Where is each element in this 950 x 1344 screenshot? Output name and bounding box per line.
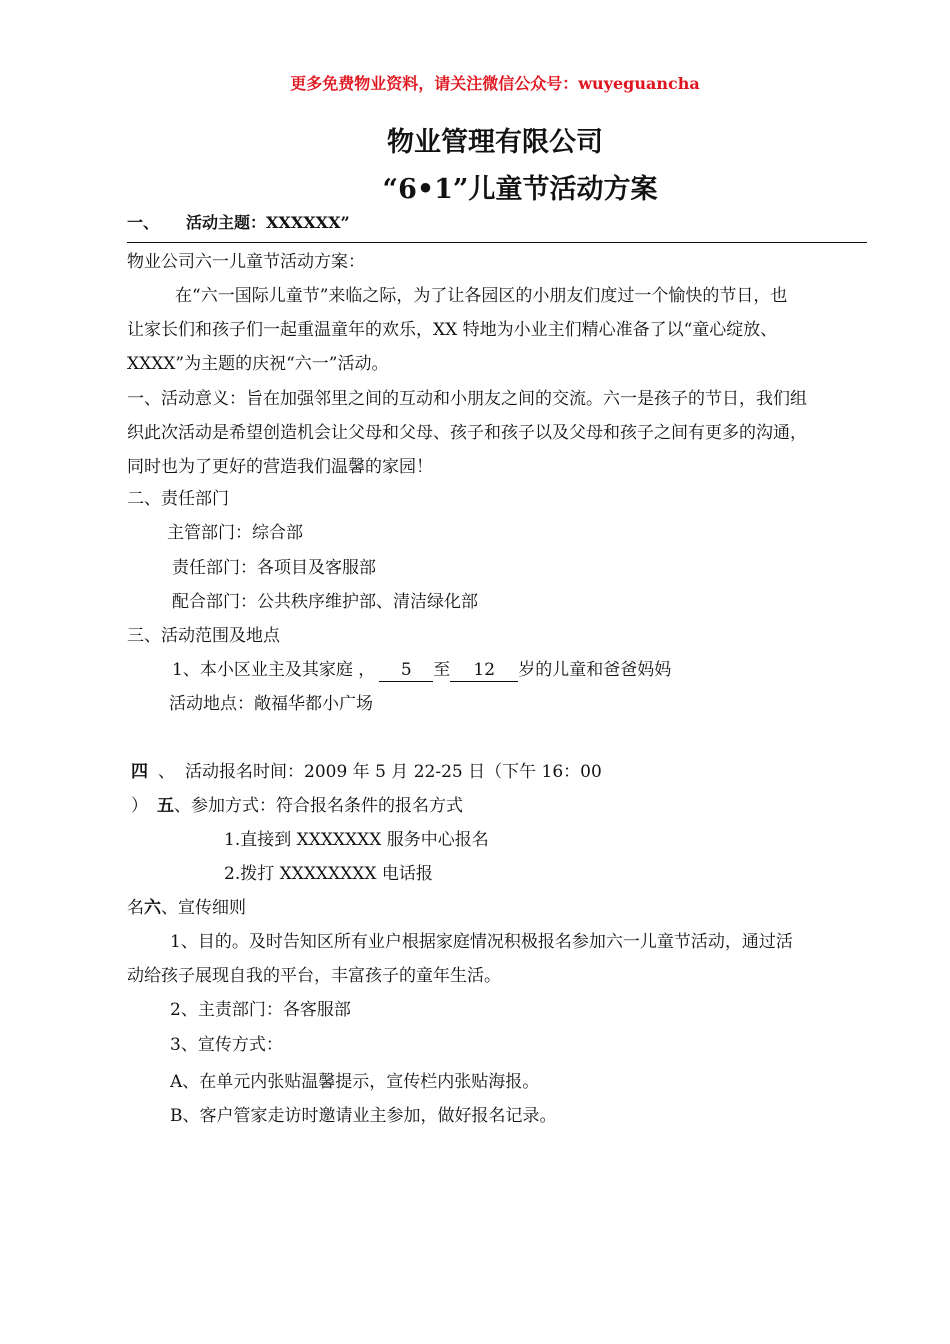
promo-method-heading: 3、宣传方式： [170,1035,283,1055]
theme-text: 活动主题：XXXXXX” [186,213,350,232]
intro-line: 在“六一国际儿童节”来临之际，为了让各园区的小朋友们度过一个愉快的节日，也 [175,286,788,306]
promo-purpose: 动给孩子展现自我的平台，丰富孩子的童年生活。 [127,966,501,986]
age-from: 5 [379,659,433,682]
age-to: 12 [450,659,518,682]
intro-heading: 物业公司六一儿童节活动方案： [127,252,365,272]
company-name: 物业管理有限公司 [387,127,603,158]
theme-number: 一、 [127,213,160,232]
scope-heading: 三、活动范围及地点 [127,626,280,646]
meaning-line: 一、活动意义：旨在加强邻里之间的互动和小朋友之间的交流。六一是孩子的节日，我们组 [127,389,807,409]
meaning-line: 同时也为了更好的营造我们温馨的家园！ [127,457,433,477]
scope-line [172,653,671,687]
dept-item: 主管部门：综合部 [167,523,303,543]
scope-place: 活动地点：敞福华都小广场 [169,694,373,714]
intro-line: 让家长们和孩子们一起重温童年的欢乐，XX 特地为小业主们精心准备了以“童心绽放、 [127,320,778,340]
promo-purpose: 1、目的。及时告知区所有业户根据家庭情况积极报名参加六一儿童节活动，通过活 [170,932,793,952]
promo-method: B、客户管家走访时邀请业主参加，做好报名记录。 [170,1106,557,1126]
promo-method: A、在单元内张贴温馨提示，宣传栏内张贴海报。 [170,1072,540,1092]
dept-item: 配合部门：公共秩序维护部、清洁绿化部 [172,592,478,612]
intro-line: XXXX”为主题的庆祝“六一”活动。 [127,354,389,374]
join-method: 2.拨打 XXXXXXXX 电话报 [224,864,433,884]
scope-to: 至 [433,660,451,680]
dept-heading: 二、责任部门 [127,489,229,509]
signup-sep: 、 [158,762,175,782]
promo-banner: 更多免费物业资料，请关注微信公众号：wuyeguancha [290,74,700,93]
signup-time: 活动报名时间：2009 年 5 月 22-25 日（下午 16：00 [185,762,602,782]
promo-heading: 名六、宣传细则 [127,898,246,918]
join-method: 1.直接到 XXXXXXX 服务中心报名 [224,830,489,850]
scope-suffix: 岁的儿童和爸爸妈妈 [518,660,672,680]
dept-item: 责任部门：各项目及客服部 [172,558,376,578]
promo-dept: 2、主责部门：各客服部 [170,1000,351,1020]
join-line: 五、参加方式：符合报名条件的报名方式 [157,796,463,816]
scope-prefix: 1、本小区业主及其家庭 ， [172,660,376,680]
signup-close: ） [131,796,148,816]
signup-number: 四 [131,762,148,782]
divider-line [127,242,867,243]
document-title: “6•1”儿童节活动方案 [382,174,658,205]
meaning-line: 织此次活动是希望创造机会让父母和父母、孩子和孩子以及父母和孩子之间有更多的沟通， [127,423,807,443]
